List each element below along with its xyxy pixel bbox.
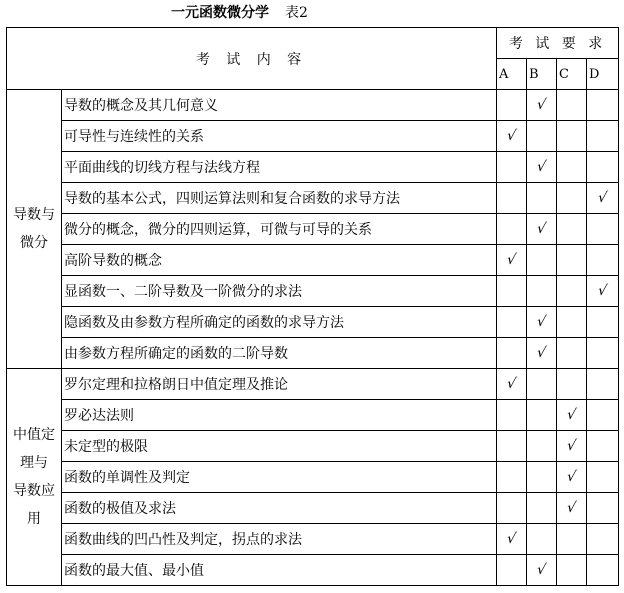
level-a-cell [497, 462, 527, 493]
content-cell: 平面曲线的切线方程与法线方程 [62, 152, 497, 183]
check-mark-icon: √ [535, 159, 548, 175]
check-mark-icon: √ [535, 221, 548, 237]
level-a-cell [497, 555, 527, 586]
table-row [7, 400, 619, 431]
check-mark-icon: √ [565, 469, 578, 485]
group-name-line: 微分 [20, 235, 48, 251]
level-d-cell [587, 431, 619, 462]
level-a-cell [497, 276, 527, 307]
check-mark-icon: √ [535, 314, 548, 330]
level-a-cell [497, 214, 527, 245]
level-a-cell [497, 431, 527, 462]
title-main: 一元函数微分学 [171, 5, 269, 21]
group-name [7, 369, 62, 586]
level-c-cell [557, 400, 587, 431]
header-content: 考 试 内 容 [7, 28, 497, 90]
content-cell: 函数曲线的凹凸性及判定，拐点的求法 [62, 524, 497, 555]
level-b-cell [527, 183, 557, 214]
content-cell: 导数的概念及其几何意义 [62, 90, 497, 121]
group-name-line: 导数与 [13, 207, 55, 223]
group-name-line: 理与 [20, 455, 48, 471]
requirements-table [6, 27, 619, 586]
level-c-cell [557, 152, 587, 183]
level-d-cell [587, 183, 619, 214]
table-row [7, 431, 619, 462]
content-cell: 函数的极值及求法 [62, 493, 497, 524]
level-c-cell [557, 369, 587, 400]
table-row [7, 462, 619, 493]
level-a-cell [497, 493, 527, 524]
level-d-cell [587, 152, 619, 183]
check-mark-icon: √ [505, 531, 518, 547]
level-c-cell [557, 338, 587, 369]
level-d-cell [587, 555, 619, 586]
table-row [7, 369, 619, 400]
level-b-cell [527, 400, 557, 431]
level-c-cell [557, 214, 587, 245]
level-a-cell [497, 307, 527, 338]
content-cell: 显函数一、二阶导数及一阶微分的求法 [62, 276, 497, 307]
table-row [7, 493, 619, 524]
level-d-cell [587, 369, 619, 400]
level-a-cell [497, 369, 527, 400]
content-cell: 罗尔定理和拉格朗日中值定理及推论 [62, 369, 497, 400]
level-d-cell [587, 245, 619, 276]
check-mark-icon: √ [596, 190, 609, 206]
level-b-cell [527, 462, 557, 493]
header-requirements: 考 试 要 求 [497, 28, 619, 59]
level-b-cell [527, 152, 557, 183]
check-mark-icon: √ [535, 562, 548, 578]
check-mark-icon: √ [565, 407, 578, 423]
check-mark-icon: √ [505, 128, 518, 144]
level-a-cell [497, 400, 527, 431]
check-mark-icon: √ [565, 438, 578, 454]
level-b-cell [527, 338, 557, 369]
table-row [7, 307, 619, 338]
header-level-c: C [557, 59, 587, 90]
content-cell: 由参数方程所确定的函数的二阶导数 [62, 338, 497, 369]
level-c-cell [557, 245, 587, 276]
table-row [7, 152, 619, 183]
table-body [7, 90, 619, 586]
check-mark-icon: √ [535, 97, 548, 113]
group-name-line: 导数应 [13, 483, 55, 499]
table-row [7, 555, 619, 586]
level-b-cell [527, 307, 557, 338]
table-row [7, 524, 619, 555]
level-d-cell [587, 307, 619, 338]
level-b-cell [527, 369, 557, 400]
content-cell: 函数的最大值、最小值 [62, 555, 497, 586]
level-b-cell [527, 90, 557, 121]
level-c-cell [557, 276, 587, 307]
level-b-cell [527, 555, 557, 586]
level-a-cell [497, 152, 527, 183]
content-cell: 函数的单调性及判定 [62, 462, 497, 493]
header-level-b: B [527, 59, 557, 90]
table-row [7, 245, 619, 276]
header-level-d: D [587, 59, 619, 90]
level-a-cell [497, 90, 527, 121]
check-mark-icon: √ [505, 376, 518, 392]
level-b-cell [527, 245, 557, 276]
level-c-cell [557, 493, 587, 524]
level-b-cell [527, 431, 557, 462]
group-name-line: 用 [27, 511, 41, 527]
table-row [7, 90, 619, 121]
level-b-cell [527, 493, 557, 524]
content-cell: 罗必达法则 [62, 400, 497, 431]
check-mark-icon: √ [505, 252, 518, 268]
table-row [7, 338, 619, 369]
level-c-cell [557, 121, 587, 152]
content-cell: 未定型的极限 [62, 431, 497, 462]
table-row [7, 276, 619, 307]
level-a-cell [497, 338, 527, 369]
level-c-cell [557, 524, 587, 555]
header-level-a: A [497, 59, 527, 90]
table-row [7, 183, 619, 214]
level-d-cell [587, 338, 619, 369]
content-cell: 高阶导数的概念 [62, 245, 497, 276]
level-c-cell [557, 183, 587, 214]
level-d-cell [587, 90, 619, 121]
level-d-cell [587, 400, 619, 431]
level-a-cell [497, 524, 527, 555]
level-d-cell [587, 276, 619, 307]
level-d-cell [587, 524, 619, 555]
table-row [7, 214, 619, 245]
level-c-cell [557, 307, 587, 338]
check-mark-icon: √ [535, 345, 548, 361]
content-cell: 隐函数及由参数方程所确定的函数的求导方法 [62, 307, 497, 338]
level-d-cell [587, 462, 619, 493]
level-d-cell [587, 493, 619, 524]
level-a-cell [497, 245, 527, 276]
level-c-cell [557, 431, 587, 462]
level-d-cell [587, 121, 619, 152]
title-sub: 表2 [285, 5, 308, 21]
level-b-cell [527, 121, 557, 152]
level-c-cell [557, 462, 587, 493]
level-b-cell [527, 214, 557, 245]
level-d-cell [587, 214, 619, 245]
content-cell: 微分的概念，微分的四则运算，可微与可导的关系 [62, 214, 497, 245]
content-cell: 导数的基本公式，四则运算法则和复合函数的求导方法 [62, 183, 497, 214]
check-mark-icon: √ [565, 500, 578, 516]
level-c-cell [557, 555, 587, 586]
level-b-cell [527, 276, 557, 307]
level-a-cell [497, 121, 527, 152]
content-cell: 可导性与连续性的关系 [62, 121, 497, 152]
table-row [7, 121, 619, 152]
group-name-line: 中值定 [13, 427, 55, 443]
check-mark-icon: √ [596, 283, 609, 299]
level-a-cell [497, 183, 527, 214]
level-c-cell [557, 90, 587, 121]
level-b-cell [527, 524, 557, 555]
group-name [7, 90, 62, 369]
